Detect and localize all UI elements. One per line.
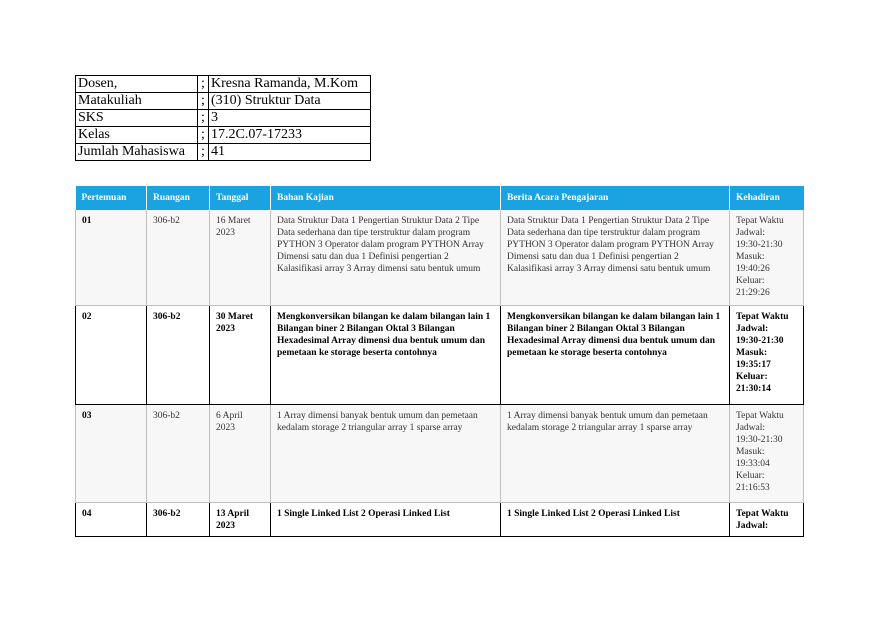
kehadiran-keluar-label: Keluar: (736, 372, 768, 382)
info-row-kelas (76, 127, 371, 144)
cell-kehadiran (730, 405, 804, 503)
kehadiran-jadwal-label: Jadwal: (736, 423, 766, 433)
cell-tanggal: 6 April 2023 (210, 405, 271, 503)
info-row-jumlah-mahasiswa (76, 144, 371, 161)
info-label: SKS (76, 110, 198, 127)
info-separator: ; (198, 110, 209, 127)
cell-kehadiran (730, 306, 804, 405)
cell-ruangan: 306-b2 (147, 210, 210, 306)
cell-bahan-kajian: 1 Array dimensi banyak bentuk umum dan pemetaan kedalam storage 2 triangular array 1 sparse array (271, 405, 501, 503)
cell-ruangan: 306-b2 (147, 306, 210, 405)
info-value: Kresna Ramanda, M.Kom (209, 76, 371, 93)
cell-tanggal: 16 Maret 2023 (210, 210, 271, 306)
kehadiran-keluar: 21:16:53 (736, 483, 770, 493)
kehadiran-masuk: 19:33:04 (736, 459, 770, 469)
info-separator: ; (198, 93, 209, 110)
kehadiran-jadwal: 19:30-21:30 (736, 435, 783, 445)
kehadiran-keluar-label: Keluar: (736, 276, 765, 286)
kehadiran-masuk-label: Masuk: (736, 447, 765, 457)
kehadiran-status: Tepat Waktu (736, 509, 789, 519)
table-row (76, 405, 804, 503)
cell-bahan-kajian: Mengkonversikan bilangan ke dalam bilangan lain 1 Bilangan biner 2 Bilangan Oktal 3 Bilangan Hexadesimal Array dimensi dua bentuk umum dan pemetaan ke storage beserta contohnya (271, 306, 501, 405)
info-label: Kelas (76, 127, 198, 144)
info-value: (310) Struktur Data (209, 93, 371, 110)
cell-kehadiran (730, 210, 804, 306)
cell-pertemuan: 04 (76, 503, 147, 537)
kehadiran-keluar: 21:30:14 (736, 384, 771, 394)
cell-ruangan: 306-b2 (147, 503, 210, 537)
table-row (76, 503, 804, 537)
table-header-row (76, 186, 804, 210)
kehadiran-masuk: 19:40:26 (736, 264, 770, 274)
cell-pertemuan: 02 (76, 306, 147, 405)
kehadiran-jadwal: 19:30-21:30 (736, 336, 784, 346)
info-value: 41 (209, 144, 371, 161)
info-value: 3 (209, 110, 371, 127)
kehadiran-keluar: 21:29:26 (736, 288, 770, 298)
cell-pertemuan: 03 (76, 405, 147, 503)
info-separator: ; (198, 127, 209, 144)
table-row (76, 210, 804, 306)
info-separator: ; (198, 144, 209, 161)
course-info-table (75, 75, 371, 161)
kehadiran-masuk-label: Masuk: (736, 348, 768, 358)
cell-berita-acara: Mengkonversikan bilangan ke dalam bilangan lain 1 Bilangan biner 2 Bilangan Oktal 3 Bilangan Hexadesimal Array dimensi dua bentuk umum dan pemetaan ke storage beserta contohnya (501, 306, 730, 405)
cell-pertemuan: 01 (76, 210, 147, 306)
cell-berita-acara: 1 Array dimensi banyak bentuk umum dan pemetaan kedalam storage 2 triangular array 1 sparse array (501, 405, 730, 503)
cell-berita-acara: Data Struktur Data 1 Pengertian Struktur Data 2 Tipe Data sederhana dan tipe terstruktur dalam program PYTHON 3 Operator dalam program PYTHON Array Dimensi satu dan dua 1 Definisi pengertian 2 Kalasifikasi array 3 Array dimensi satu bentuk umum (501, 210, 730, 306)
kehadiran-status: Tepat Waktu (736, 312, 789, 322)
kehadiran-status: Tepat Waktu (736, 216, 784, 226)
info-value: 17.2C.07-17233 (209, 127, 371, 144)
cell-bahan-kajian: 1 Single Linked List 2 Operasi Linked List (271, 503, 501, 537)
table-row (76, 306, 804, 405)
cell-tanggal: 30 Maret 2023 (210, 306, 271, 405)
info-label: Dosen, (76, 76, 198, 93)
header-kehadiran: Kehadiran (730, 186, 804, 210)
attendance-table (75, 186, 804, 537)
cell-ruangan: 306-b2 (147, 405, 210, 503)
kehadiran-masuk: 19:35:17 (736, 360, 771, 370)
info-label: Matakuliah (76, 93, 198, 110)
header-berita-acara: Berita Acara Pengajaran (501, 186, 730, 210)
kehadiran-keluar-label: Keluar: (736, 471, 765, 481)
cell-berita-acara: 1 Single Linked List 2 Operasi Linked List (501, 503, 730, 537)
cell-bahan-kajian: Data Struktur Data 1 Pengertian Struktur Data 2 Tipe Data sederhana dan tipe terstruktur dalam program PYTHON 3 Operator dalam program PYTHON Array Dimensi satu dan dua 1 Definisi pengertian 2 Kalasifikasi array 3 Array dimensi satu bentuk umum (271, 210, 501, 306)
kehadiran-jadwal-label: Jadwal: (736, 228, 766, 238)
kehadiran-status: Tepat Waktu (736, 411, 784, 421)
cell-tanggal: 13 April 2023 (210, 503, 271, 537)
info-label: Jumlah Mahasiswa (76, 144, 198, 161)
header-bahan-kajian: Bahan Kajian (271, 186, 501, 210)
info-separator: ; (198, 76, 209, 93)
kehadiran-jadwal-label: Jadwal: (736, 521, 769, 531)
info-row-sks (76, 110, 371, 127)
info-row-dosen (76, 76, 371, 93)
kehadiran-jadwal-label: Jadwal: (736, 324, 769, 334)
cell-kehadiran (730, 503, 804, 537)
header-ruangan: Ruangan (147, 186, 210, 210)
kehadiran-jadwal: 19:30-21:30 (736, 240, 783, 250)
kehadiran-masuk-label: Masuk: (736, 252, 765, 262)
header-tanggal: Tanggal (210, 186, 271, 210)
header-pertemuan: Pertemuan (76, 186, 147, 210)
info-row-matakuliah (76, 93, 371, 110)
